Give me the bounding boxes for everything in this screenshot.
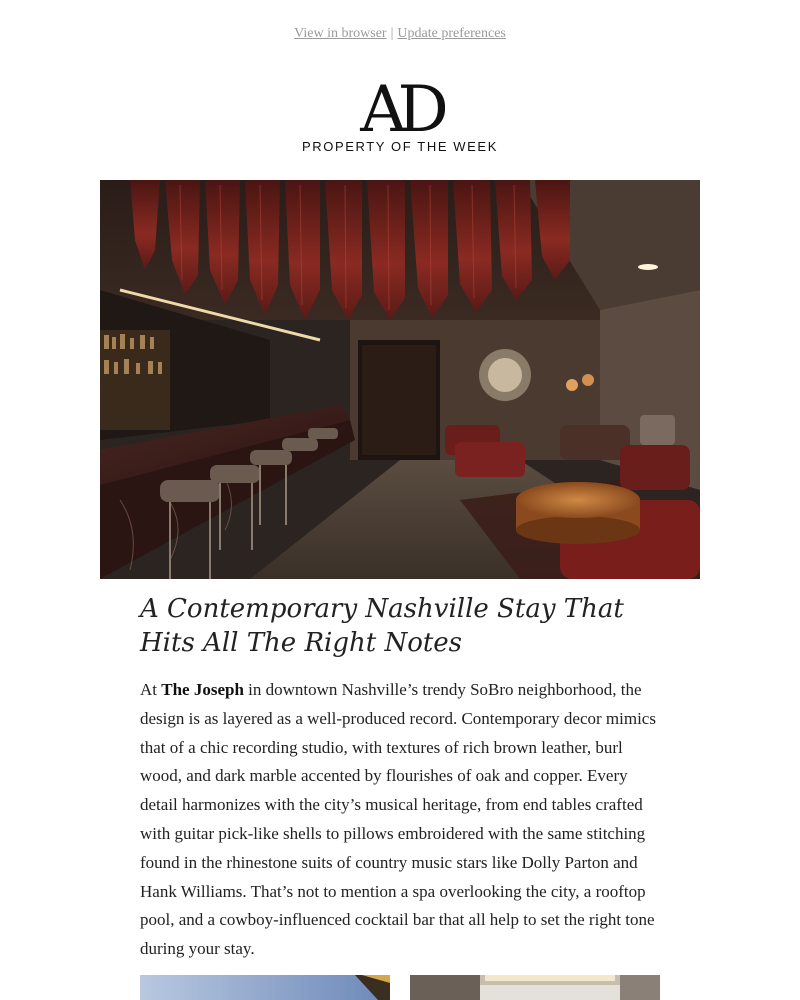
thumbnail-left[interactable] [140, 975, 390, 1000]
ad-logo-icon [355, 72, 445, 134]
view-in-browser-link[interactable]: View in browser [294, 26, 387, 41]
ad-logo[interactable] [0, 72, 800, 138]
header-links [0, 26, 800, 42]
hotel-name: The Joseph [161, 680, 244, 699]
article-body [140, 676, 665, 964]
article-headline[interactable]: A Contemporary Nashville Stay That Hits All The Right Notes [140, 594, 624, 658]
newsletter-tagline: PROPERTY OF THE WEEK [302, 139, 498, 154]
body-prefix: At [140, 680, 162, 699]
link-separator: | [390, 26, 394, 41]
thumbnail-right[interactable] [410, 975, 660, 1000]
logo-text: AD [360, 73, 440, 134]
hero-image[interactable] [100, 180, 700, 579]
body-rest: in downtown Nashville’s trendy SoBro neighborhood, the design is as layered as a well-produced record. Contemporary decor mimics that of a chic recording studio, with textures of rich brown leather, burl wood, and dark marble accented by flourishes of oak and copper. Every detail harmonizes with the city’s musical heritage, from end tables crafted with guitar pick-like shells to pillows embroidered with the same stitching found in the rhinestone suits of country music stars like Dolly Parton and Hank Williams. That’s not to mention a spa overlooking the city, a rooftop pool, and a cowboy-influenced cocktail bar that all help to set the right tone during your stay. [140, 680, 656, 959]
update-preferences-link[interactable]: Update preferences [397, 26, 506, 41]
